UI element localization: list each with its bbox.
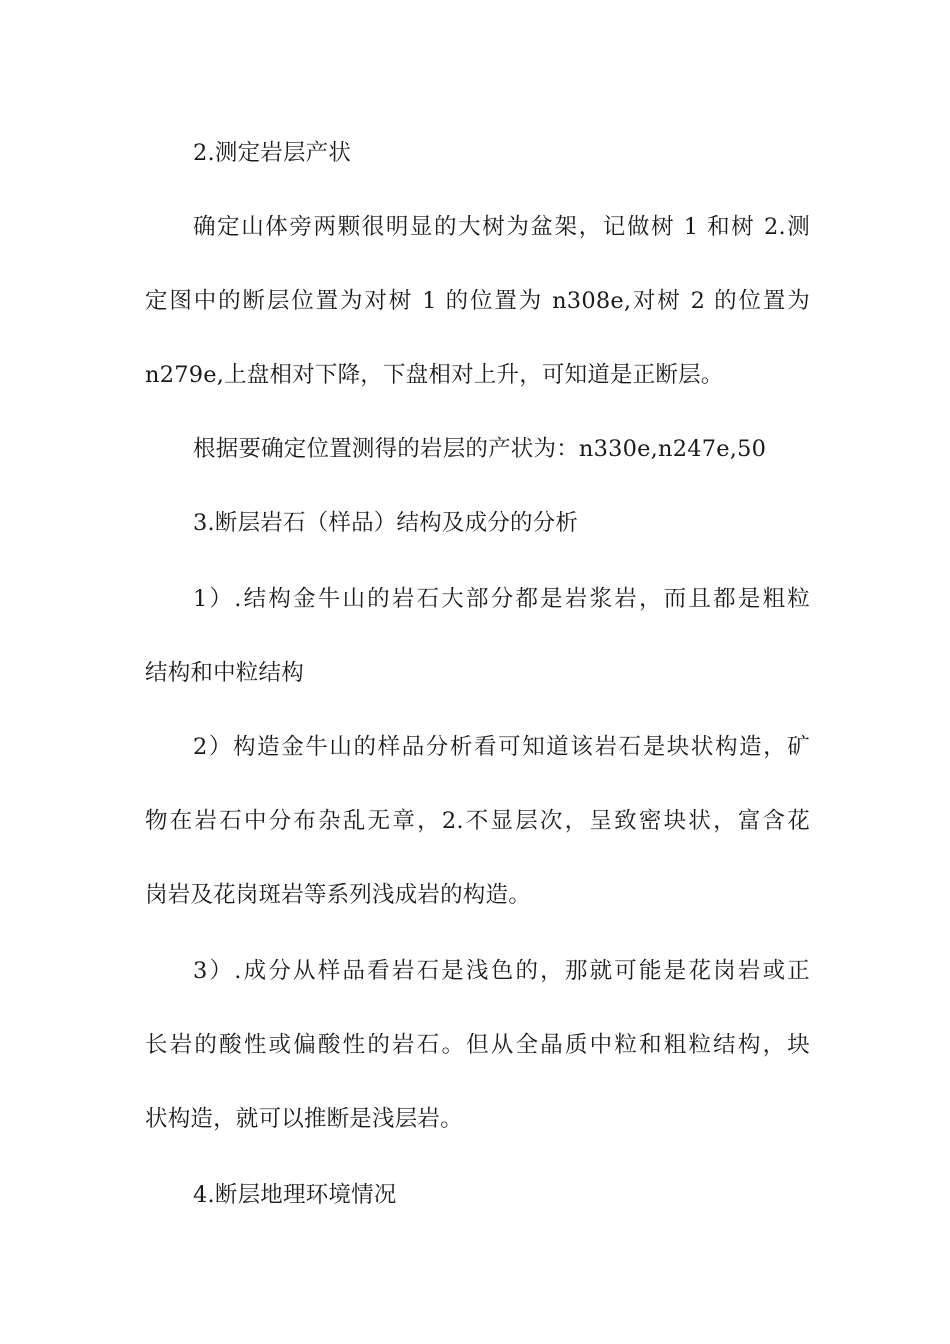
paragraph-line: 物在岩石中分布杂乱无章，2.不显层次，呈致密块状，富含花 [145,808,810,834]
paragraph-line: 定图中的断层位置为对树 1 的位置为 n308e,对树 2 的位置为 [145,288,810,314]
paragraph-line: 长岩的酸性或偏酸性的岩石。但从全晶质中粒和粗粒结构，块 [145,1032,810,1058]
paragraph-line: 3）.成分从样品看岩石是浅色的，那就可能是花岗岩或正 [193,958,810,984]
section-heading-4: 4.断层地理环境情况 [193,1182,397,1208]
paragraph-line: 结构和中粒结构 [145,660,304,686]
paragraph-line: 确定山体旁两颗很明显的大树为盆架，记做树 1 和树 2.测 [193,214,810,240]
paragraph-line: n279e,上盘相对下降，下盘相对上升，可知道是正断层。 [145,362,724,388]
paragraph-line: 岗岩及花岗斑岩等系列浅成岩的构造。 [145,882,531,908]
section-heading-2: 2.测定岩层产状 [193,140,352,166]
paragraph-line: 状构造，就可以推断是浅层岩。 [145,1106,463,1132]
paragraph-line: 1）.结构金牛山的岩石大部分都是岩浆岩，而且都是粗粒 [193,586,810,612]
paragraph-line: 根据要确定位置测得的岩层的产状为：n330e,n247e,50 [193,436,767,462]
section-heading-3: 3.断层岩石（样品）结构及成分的分析 [193,510,579,536]
paragraph-line: 2）构造金牛山的样品分析看可知道该岩石是块状构造，矿 [193,734,810,760]
